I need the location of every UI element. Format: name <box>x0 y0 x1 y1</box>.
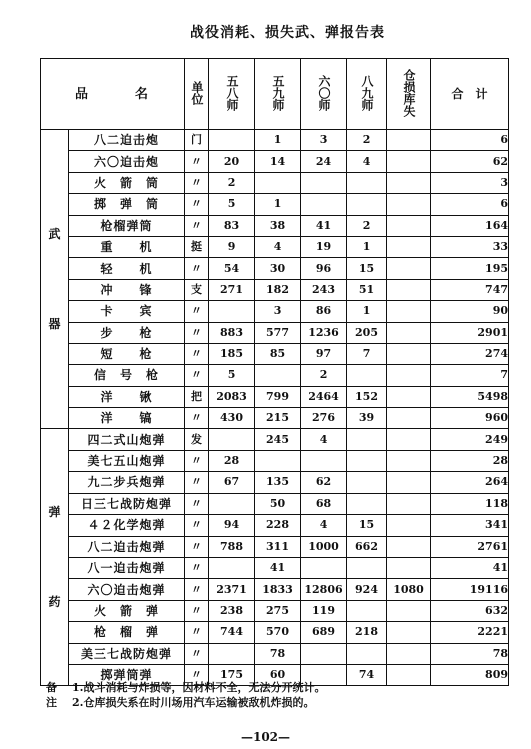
unit-cell: 挺 <box>185 236 209 257</box>
value-cell <box>347 194 387 215</box>
value-cell: 1833 <box>255 579 301 600</box>
total-cell: 41 <box>431 557 509 578</box>
item-name: 八二迫击炮弹 <box>69 536 185 557</box>
value-cell: 218 <box>347 622 387 643</box>
value-cell: 54 <box>209 258 255 279</box>
unit-cell: 〃 <box>185 322 209 343</box>
item-name: 火 箭 筒 <box>69 172 185 193</box>
table-row <box>41 536 509 557</box>
total-cell: 7 <box>431 365 509 386</box>
value-cell <box>347 450 387 471</box>
value-cell <box>347 365 387 386</box>
value-cell <box>347 429 387 450</box>
value-cell: 311 <box>255 536 301 557</box>
value-cell: 276 <box>301 408 347 429</box>
value-cell <box>255 172 301 193</box>
total-cell: 164 <box>431 215 509 236</box>
value-cell: 14 <box>255 151 301 172</box>
value-cell <box>387 408 431 429</box>
value-cell: 15 <box>347 258 387 279</box>
unit-cell: 〃 <box>185 493 209 514</box>
value-cell: 1080 <box>387 579 431 600</box>
value-cell: 4 <box>255 236 301 257</box>
value-cell <box>387 301 431 322</box>
item-name: 六〇迫击炮 <box>69 151 185 172</box>
value-cell: 39 <box>347 408 387 429</box>
value-cell: 3 <box>255 301 301 322</box>
table-row <box>41 386 509 407</box>
item-name: 六〇迫击炮弹 <box>69 579 185 600</box>
unit-cell: 〃 <box>185 215 209 236</box>
category-char: 器 <box>48 317 61 332</box>
value-cell: 38 <box>255 215 301 236</box>
value-cell <box>387 236 431 257</box>
item-name: 枪榴弹筒 <box>69 215 185 236</box>
unit-cell: 〃 <box>185 301 209 322</box>
total-cell: 118 <box>431 493 509 514</box>
unit-cell: 把 <box>185 386 209 407</box>
total-cell: 19116 <box>431 579 509 600</box>
total-cell: 2221 <box>431 622 509 643</box>
value-cell: 50 <box>255 493 301 514</box>
value-cell: 83 <box>209 215 255 236</box>
value-cell <box>387 515 431 536</box>
value-cell: 430 <box>209 408 255 429</box>
item-name: 步 枪 <box>69 322 185 343</box>
total-cell: 62 <box>431 151 509 172</box>
notes-label: 备 <box>46 681 57 694</box>
value-cell: 41 <box>301 215 347 236</box>
value-cell: 51 <box>347 279 387 300</box>
value-cell: 12806 <box>301 579 347 600</box>
category-char: 武 <box>48 227 61 242</box>
value-cell <box>347 172 387 193</box>
value-cell <box>387 536 431 557</box>
value-cell <box>209 643 255 664</box>
item-name: 美三七战防炮弹 <box>69 643 185 664</box>
value-cell <box>301 194 347 215</box>
value-cell: 96 <box>301 258 347 279</box>
value-cell: 185 <box>209 343 255 364</box>
table-row <box>41 236 509 257</box>
value-cell: 1 <box>255 194 301 215</box>
item-name: 火 箭 弹 <box>69 600 185 621</box>
value-cell <box>387 215 431 236</box>
table-row <box>41 172 509 193</box>
value-cell: 205 <box>347 322 387 343</box>
table-row <box>41 429 509 450</box>
value-cell: 275 <box>255 600 301 621</box>
value-cell: 215 <box>255 408 301 429</box>
value-cell: 577 <box>255 322 301 343</box>
item-name: 掷 弹 筒 <box>69 194 185 215</box>
value-cell <box>301 450 347 471</box>
page-number: —102— <box>240 730 291 744</box>
value-cell <box>347 600 387 621</box>
value-cell: 68 <box>301 493 347 514</box>
total-cell: 90 <box>431 301 509 322</box>
unit-cell: 〃 <box>185 622 209 643</box>
value-cell <box>387 643 431 664</box>
table-row <box>41 194 509 215</box>
total-cell: 2901 <box>431 322 509 343</box>
item-name: 掷弹筒弹 <box>69 664 185 686</box>
item-name: 四二式山炮弹 <box>69 429 185 450</box>
total-cell: 33 <box>431 236 509 257</box>
note-1: 1.战斗消耗与炸损等，因材料不全，无法分开统计。 <box>72 681 326 694</box>
value-cell: 799 <box>255 386 301 407</box>
value-cell: 94 <box>209 515 255 536</box>
value-cell <box>209 130 255 151</box>
notes <box>46 680 325 710</box>
table-row <box>41 322 509 343</box>
value-cell <box>387 172 431 193</box>
unit-cell: 门 <box>185 130 209 151</box>
value-cell: 28 <box>209 450 255 471</box>
value-cell: 744 <box>209 622 255 643</box>
value-cell <box>387 600 431 621</box>
header-division-58: 五八师 <box>209 59 255 130</box>
total-cell: 960 <box>431 408 509 429</box>
value-cell: 689 <box>301 622 347 643</box>
unit-cell: 〃 <box>185 172 209 193</box>
item-name: 洋 锹 <box>69 386 185 407</box>
item-name: 卡 宾 <box>69 301 185 322</box>
value-cell <box>347 472 387 493</box>
value-cell <box>387 664 431 686</box>
value-cell <box>301 643 347 664</box>
header-depot-loss: 仓损库失 <box>387 59 431 130</box>
item-name: 美七五山炮弹 <box>69 450 185 471</box>
value-cell: 86 <box>301 301 347 322</box>
total-cell: 341 <box>431 515 509 536</box>
unit-cell: 〃 <box>185 600 209 621</box>
value-cell: 245 <box>255 429 301 450</box>
value-cell: 2 <box>209 172 255 193</box>
value-cell <box>387 622 431 643</box>
value-cell <box>387 557 431 578</box>
item-name: 枪 榴 弹 <box>69 622 185 643</box>
value-cell: 2 <box>347 215 387 236</box>
table-body <box>41 130 509 686</box>
item-name: 短 枪 <box>69 343 185 364</box>
table-row <box>41 279 509 300</box>
total-cell: 249 <box>431 429 509 450</box>
unit-cell: 〃 <box>185 365 209 386</box>
unit-cell: 〃 <box>185 643 209 664</box>
note-2: 2.仓库损失系在时川场用汽车运输被敌机炸损的。 <box>72 696 315 709</box>
value-cell: 4 <box>301 515 347 536</box>
value-cell: 883 <box>209 322 255 343</box>
value-cell: 570 <box>255 622 301 643</box>
header-division-89: 八九师 <box>347 59 387 130</box>
value-cell: 30 <box>255 258 301 279</box>
unit-cell: 〃 <box>185 536 209 557</box>
total-cell: 5498 <box>431 386 509 407</box>
unit-cell: 〃 <box>185 194 209 215</box>
value-cell: 2083 <box>209 386 255 407</box>
value-cell: 67 <box>209 472 255 493</box>
value-cell: 15 <box>347 515 387 536</box>
header-division-60: 六〇师 <box>301 59 347 130</box>
value-cell <box>387 343 431 364</box>
value-cell: 74 <box>347 664 387 686</box>
header-division-59: 五九师 <box>255 59 301 130</box>
item-name: 轻 机 <box>69 258 185 279</box>
value-cell <box>347 557 387 578</box>
value-cell: 20 <box>209 151 255 172</box>
item-name: ４２化学炮弹 <box>69 515 185 536</box>
value-cell: 78 <box>255 643 301 664</box>
total-cell: 78 <box>431 643 509 664</box>
value-cell <box>209 301 255 322</box>
unit-cell: 〃 <box>185 579 209 600</box>
table-row <box>41 622 509 643</box>
table-row <box>41 472 509 493</box>
value-cell: 1000 <box>301 536 347 557</box>
table-row <box>41 151 509 172</box>
unit-cell: 〃 <box>185 343 209 364</box>
value-cell: 97 <box>301 343 347 364</box>
table-row <box>41 301 509 322</box>
value-cell: 1 <box>255 130 301 151</box>
unit-cell: 〃 <box>185 557 209 578</box>
header-total: 合 计 <box>431 59 509 130</box>
value-cell <box>387 151 431 172</box>
total-cell: 2761 <box>431 536 509 557</box>
value-cell: 9 <box>209 236 255 257</box>
category-char: 弹 <box>48 505 61 520</box>
total-cell: 6 <box>431 130 509 151</box>
value-cell: 2464 <box>301 386 347 407</box>
value-cell: 2 <box>301 365 347 386</box>
item-name: 八二迫击炮 <box>69 130 185 151</box>
value-cell: 4 <box>347 151 387 172</box>
value-cell: 175 <box>209 664 255 686</box>
value-cell: 85 <box>255 343 301 364</box>
value-cell: 135 <box>255 472 301 493</box>
value-cell: 2371 <box>209 579 255 600</box>
value-cell: 182 <box>255 279 301 300</box>
notes-label: 注 <box>46 696 57 709</box>
total-cell: 195 <box>431 258 509 279</box>
category-char: 药 <box>48 595 61 610</box>
value-cell <box>387 450 431 471</box>
table-row <box>41 493 509 514</box>
total-cell: 632 <box>431 600 509 621</box>
total-cell: 809 <box>431 664 509 686</box>
consumption-loss-table <box>40 58 509 686</box>
unit-cell: 〃 <box>185 472 209 493</box>
value-cell <box>387 322 431 343</box>
value-cell: 4 <box>301 429 347 450</box>
value-cell: 152 <box>347 386 387 407</box>
value-cell <box>209 493 255 514</box>
item-name: 八一迫击炮弹 <box>69 557 185 578</box>
category-weapons <box>41 130 69 429</box>
value-cell: 2 <box>347 130 387 151</box>
value-cell: 5 <box>209 365 255 386</box>
value-cell: 7 <box>347 343 387 364</box>
table-row <box>41 215 509 236</box>
total-cell: 6 <box>431 194 509 215</box>
item-name: 日三七战防炮弹 <box>69 493 185 514</box>
value-cell: 5 <box>209 194 255 215</box>
total-cell: 274 <box>431 343 509 364</box>
value-cell <box>387 130 431 151</box>
table-row <box>41 408 509 429</box>
value-cell <box>255 450 301 471</box>
page-title: 战役消耗、损失武、弹报告表 <box>190 25 385 41</box>
table-row <box>41 515 509 536</box>
item-name: 重 机 <box>69 236 185 257</box>
total-cell: 747 <box>431 279 509 300</box>
table-row <box>41 450 509 471</box>
value-cell <box>209 557 255 578</box>
table-row <box>41 365 509 386</box>
unit-cell: 〃 <box>185 151 209 172</box>
value-cell <box>387 194 431 215</box>
value-cell <box>387 472 431 493</box>
value-cell: 24 <box>301 151 347 172</box>
table-row <box>41 130 509 151</box>
value-cell <box>347 643 387 664</box>
value-cell <box>387 279 431 300</box>
value-cell: 1 <box>347 236 387 257</box>
value-cell <box>301 557 347 578</box>
item-name: 洋 镐 <box>69 408 185 429</box>
value-cell <box>209 429 255 450</box>
value-cell: 19 <box>301 236 347 257</box>
value-cell: 924 <box>347 579 387 600</box>
value-cell: 3 <box>301 130 347 151</box>
item-name: 冲 锋 <box>69 279 185 300</box>
category-ammunition <box>41 429 69 686</box>
table-header-row <box>41 59 509 130</box>
value-cell: 228 <box>255 515 301 536</box>
value-cell: 271 <box>209 279 255 300</box>
value-cell <box>387 429 431 450</box>
value-cell: 662 <box>347 536 387 557</box>
table-row <box>41 258 509 279</box>
value-cell <box>387 258 431 279</box>
total-cell: 28 <box>431 450 509 471</box>
unit-cell: 发 <box>185 429 209 450</box>
header-unit: 单位 <box>185 59 209 130</box>
value-cell: 1 <box>347 301 387 322</box>
value-cell: 1236 <box>301 322 347 343</box>
value-cell: 788 <box>209 536 255 557</box>
value-cell <box>387 365 431 386</box>
table-row <box>41 579 509 600</box>
table-row <box>41 343 509 364</box>
unit-cell: 〃 <box>185 258 209 279</box>
value-cell: 41 <box>255 557 301 578</box>
value-cell <box>347 493 387 514</box>
unit-cell: 支 <box>185 279 209 300</box>
value-cell: 243 <box>301 279 347 300</box>
item-name: 九二步兵炮弹 <box>69 472 185 493</box>
value-cell <box>387 386 431 407</box>
table-row <box>41 557 509 578</box>
unit-cell: 〃 <box>185 515 209 536</box>
table-row <box>41 600 509 621</box>
value-cell <box>301 172 347 193</box>
value-cell <box>255 365 301 386</box>
header-item: 品 名 <box>41 59 185 130</box>
value-cell: 238 <box>209 600 255 621</box>
value-cell: 60 <box>255 664 301 686</box>
total-cell: 3 <box>431 172 509 193</box>
total-cell: 264 <box>431 472 509 493</box>
table-row <box>41 643 509 664</box>
value-cell: 119 <box>301 600 347 621</box>
unit-cell: 〃 <box>185 450 209 471</box>
value-cell <box>387 493 431 514</box>
unit-cell: 〃 <box>185 408 209 429</box>
item-name: 信 号 枪 <box>69 365 185 386</box>
value-cell: 62 <box>301 472 347 493</box>
unit-cell: 〃 <box>185 664 209 686</box>
